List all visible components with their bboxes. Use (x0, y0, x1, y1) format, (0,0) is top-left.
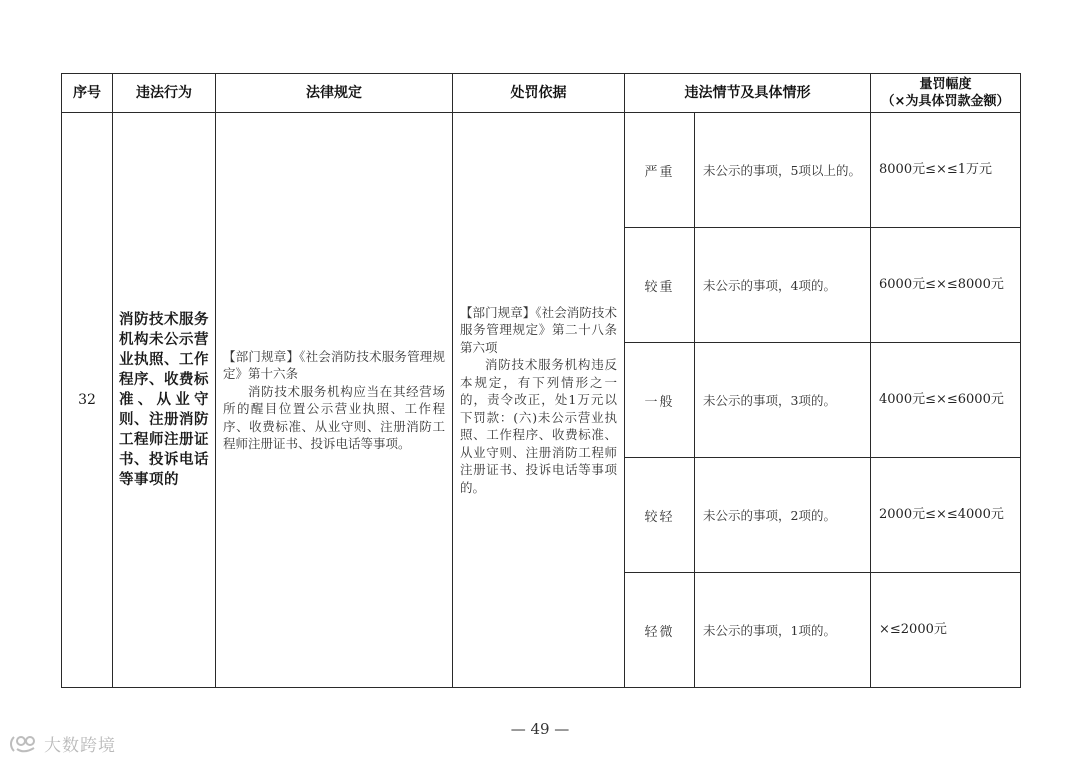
tier-range: 8000元≤×≤1万元 (871, 113, 1021, 228)
tier-range: 4000元≤×≤6000元 (871, 343, 1021, 458)
tier-level: 一般 (625, 343, 695, 458)
tier-range: ×≤2000元 (871, 573, 1021, 688)
tier-level: 轻微 (625, 573, 695, 688)
header-range (871, 74, 1021, 113)
legal-provision (216, 113, 453, 688)
header-circumstance: 违法情节及具体情形 (625, 74, 871, 113)
tier-detail: 未公示的事项，5项以上的。 (695, 113, 871, 228)
row-number: 32 (62, 113, 113, 688)
header-range-title: 量罚幅度 (919, 77, 972, 92)
penalty-table (61, 73, 1021, 688)
page-number: — 49 — (510, 720, 570, 738)
tier-detail: 未公示的事项，3项的。 (695, 343, 871, 458)
tier-level: 较重 (625, 228, 695, 343)
legal-provision-text: 消防技术服务机构应当在其经营场所的醒目位置公示营业执照、工作程序、收费标准、从业守则、注册消防工程师注册证书、投诉电话等事项。 (223, 383, 445, 451)
tier-detail: 未公示的事项，4项的。 (695, 228, 871, 343)
penalty-basis-title: 【部门规章】《社会消防技术服务管理规定》第二十八条第六项 (460, 304, 617, 355)
table-row (62, 113, 1021, 228)
violation-act: 消防技术服务机构未公示营业执照、工作程序、收费标准、从业守则、注册消防工程师注册证书、投诉电话等事项的 (113, 113, 216, 688)
legal-provision-title: 【部门规章】《社会消防技术服务管理规定》第十六条 (223, 348, 445, 381)
header-row (62, 74, 1021, 113)
penalty-basis (453, 113, 625, 688)
brand-logo-icon (8, 733, 40, 755)
header-act: 违法行为 (113, 74, 216, 113)
tier-level: 较轻 (625, 458, 695, 573)
tier-range: 2000元≤×≤4000元 (871, 458, 1021, 573)
tier-detail: 未公示的事项，1项的。 (695, 573, 871, 688)
header-no: 序号 (62, 74, 113, 113)
header-law: 法律规定 (216, 74, 453, 113)
header-basis: 处罚依据 (453, 74, 625, 113)
watermark (8, 731, 116, 756)
watermark-text: 大数跨境 (44, 736, 116, 756)
tier-range: 6000元≤×≤8000元 (871, 228, 1021, 343)
tier-level: 严重 (625, 113, 695, 228)
tier-detail: 未公示的事项，2项的。 (695, 458, 871, 573)
header-range-note: （×为具体罚款金额） (881, 94, 1010, 109)
penalty-basis-text: 消防技术服务机构违反本规定，有下列情形之一的，责令改正，处1万元以下罚款：(六)未公示营业执照、工作程序、收费标准、从业守则、注册消防工程师注册证书、投诉电话等事项的。 (460, 357, 617, 495)
